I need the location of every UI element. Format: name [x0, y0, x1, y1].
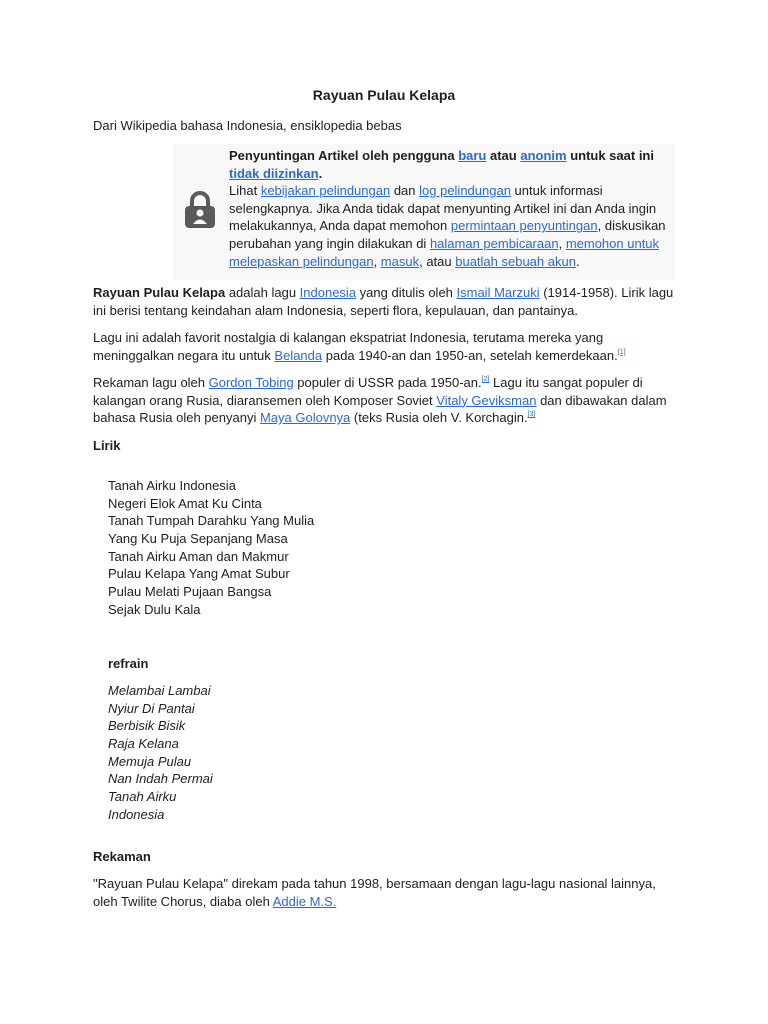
link-vitaly-geviksman[interactable]: Vitaly Geviksman — [436, 392, 537, 408]
lirik-heading: Lirik — [93, 438, 121, 453]
refrain-list — [108, 682, 213, 824]
rekaman-paragraph: "Rayuan Pulau Kelapa" direkam pada tahun 1998, bersamaan dengan lagu-lagu nasional lainnya, oleh Twilite Chorus, diaba oleh Addie M.S. — [93, 876, 656, 909]
link-new-users[interactable]: baru — [458, 148, 487, 163]
protection-lead: Penyuntingan Artikel oleh pengguna baru atau anonim untuk saat ini tidak diizinkan. — [229, 148, 654, 181]
link-gordon-tobing[interactable]: Gordon Tobing — [208, 375, 294, 390]
link-indonesia[interactable]: Indonesia — [299, 285, 357, 300]
protection-text: Penyuntingan Artikel oleh pengguna baru atau anonim untuk saat ini tidak diizinkan. Lihat kebijakan pelindungan dan log pelindungan untuk informasi selengkapnya. Jika Anda tidak dapat menyunting Artikel ini dan Anda ingin melakukannya, Anda dapat memohon permintaan penyuntingan, diskusikan perubahan yang ingin dilakukan di halaman pembicaraan, memohon untuk melepaskan pelindungan, masuk, atau buatlah sebuah akun. — [229, 148, 666, 269]
lock-icon — [183, 188, 217, 230]
refrain-line: Nan Indah Permai — [108, 771, 213, 787]
lyric-line: Sejak Dulu Kala — [108, 601, 201, 617]
refrain-heading: refrain — [108, 656, 149, 671]
link-addie-ms[interactable]: Addie M.S. — [272, 893, 337, 909]
recording-paragraph: Rekaman lagu oleh Gordon Tobing populer di USSR pada 1950-an.[2] Lagu itu sangat populer di kalangan orang Rusia, diaransemen oleh Komposer Soviet Vitaly Geviksman dan dibawakan dalam bahasa Rusia oleh penyanyi Maya Golovnya (teks Rusia oleh V. Korchagin.[3] — [93, 375, 667, 426]
link-request-unprotection[interactable]: memohon untuk melepaskan pelindungan — [229, 235, 660, 269]
lyric-line: Negeri Elok Amat Ku Cinta — [108, 495, 262, 511]
lyric-line: Tanah Airku Indonesia — [108, 478, 236, 493]
link-protection-log[interactable]: log pelindungan — [419, 183, 511, 199]
refrain-line: Melambai Lambai — [108, 683, 211, 698]
link-ismail-marzuki[interactable]: Ismail Marzuki — [456, 285, 540, 300]
ref-1[interactable]: [1] — [617, 348, 626, 356]
rekaman-heading: Rekaman — [93, 849, 151, 864]
nostalgia-paragraph: Lagu ini adalah favorit nostalgia di kalangan ekspatriat Indonesia, terutama mereka yang meninggalkan negara itu untuk Belanda pada 1940-an dan 1950-an, setelah kemerdekaan.[1] — [93, 330, 626, 363]
refrain-line: Berbisik Bisik — [108, 718, 186, 734]
intro-paragraph: Rayuan Pulau Kelapa adalah lagu Indonesia yang ditulis oleh Ismail Marzuki (1914-1958). Lirik lagu ini berisi tentang keindahan alam Indonesia, seperti flora, kepulauan, dan pantainya. — [93, 285, 674, 318]
link-not-allowed[interactable]: tidak diizinkan — [229, 165, 319, 181]
lyric-line: Tanah Tumpah Darahku Yang Mulia — [108, 513, 315, 529]
tagline: Dari Wikipedia bahasa Indonesia, ensiklopedia bebas — [93, 118, 402, 133]
link-login[interactable]: masuk — [380, 253, 420, 269]
ref-2[interactable]: [2] — [481, 376, 490, 383]
lyric-line: Pulau Melati Pujaan Bangsa — [108, 584, 272, 600]
refrain-line: Raja Kelana — [108, 736, 179, 752]
page-title: Rayuan Pulau Kelapa — [312, 87, 456, 103]
ref-3[interactable]: [3] — [527, 411, 536, 419]
lyric-line: Tanah Airku Aman dan Makmur — [108, 548, 289, 564]
link-maya-golovnya[interactable]: Maya Golovnya — [259, 410, 351, 426]
refrain-line: Indonesia — [108, 806, 165, 822]
link-anonymous[interactable]: anonim — [520, 148, 567, 163]
refrain-line: Tanah Airku — [108, 789, 177, 805]
link-talk-page[interactable]: halaman pembicaraan — [429, 235, 559, 251]
link-belanda[interactable]: Belanda — [274, 347, 323, 363]
protection-notice — [173, 144, 675, 280]
link-create-account[interactable]: buatlah sebuah akun — [455, 253, 576, 269]
refrain-line: Memuja Pulau — [108, 753, 192, 769]
lyrics-list — [108, 477, 314, 619]
link-protection-policy[interactable]: kebijakan pelindungan — [260, 183, 391, 199]
lyric-line: Pulau Kelapa Yang Amat Subur — [108, 566, 290, 582]
link-edit-request[interactable]: permintaan penyuntingan — [450, 218, 598, 234]
lyric-line: Yang Ku Puja Sepanjang Masa — [108, 531, 288, 547]
refrain-line: Nyiur Di Pantai — [108, 700, 195, 716]
